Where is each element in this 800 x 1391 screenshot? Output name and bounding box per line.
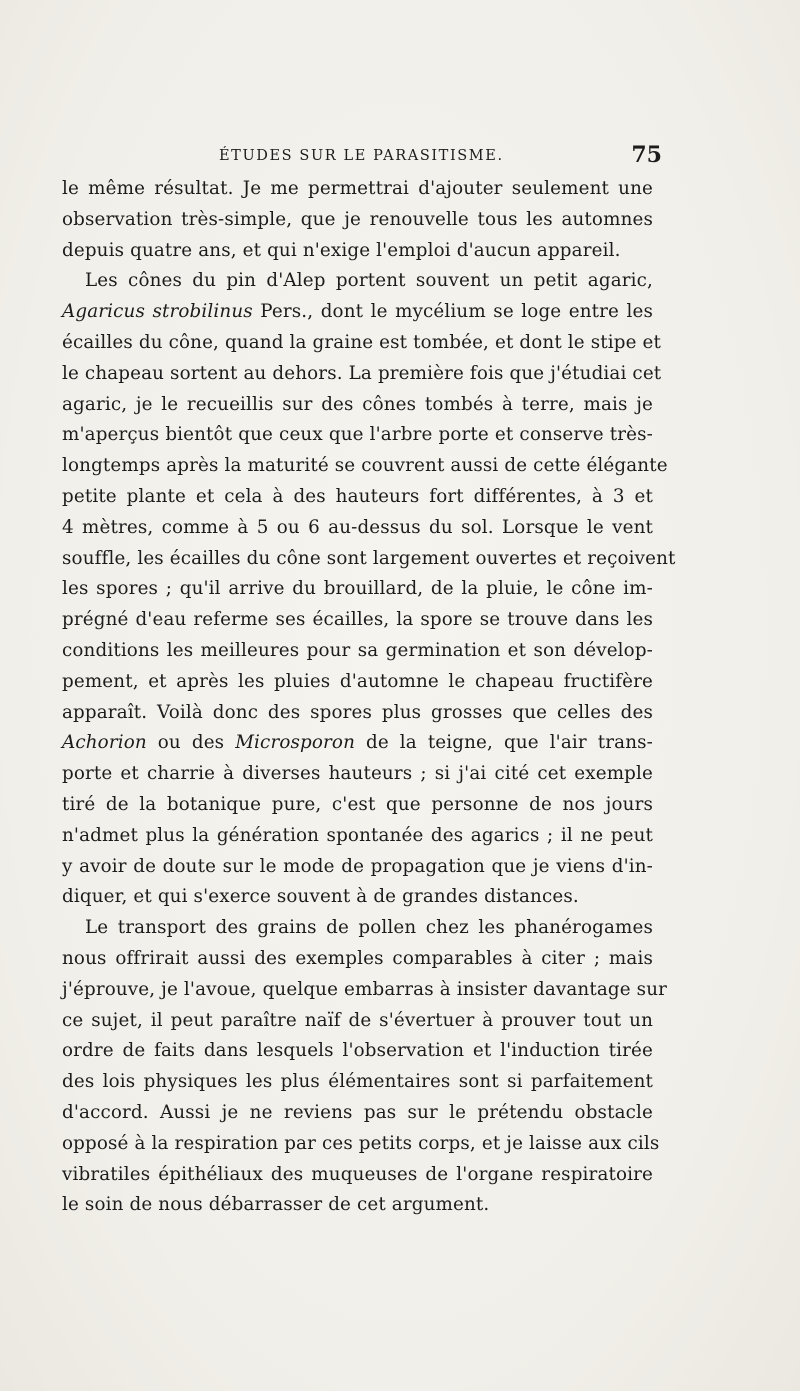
text-line [62,1160,653,1191]
text-line [62,975,668,1006]
line-text: j'éprouve, je l'avoue, quelque embarras à insister davantage sur [62,978,668,1000]
line-text: des lois physiques les plus élémentaires sont si parfaitement [62,1071,653,1093]
line-text: petite plante et cela à des hauteurs fort différentes, à 3 et [62,485,653,507]
line-text: Le transport des grains de pollen chez les phanérogames [85,917,653,939]
line-text: tiré de la botanique pure, c'est que personne de nos jours [62,793,653,815]
text-line [62,698,653,729]
line-text: depuis quatre ans, et qui n'exige l'emploi d'aucun appareil. [62,239,621,261]
line-text: ou des [146,732,236,754]
line-text: ordre de faits dans lesquels l'observation et l'induction tirée [62,1040,653,1062]
line-text: Pers., dont le mycélium se loge entre les [252,301,653,323]
line-text: conditions les meilleures pour sa germination et son dévelop- [62,639,653,661]
running-title: ÉTUDES SUR LE PARASITISME. [219,148,504,164]
text-line [62,1067,653,1098]
line-text: longtemps après la maturité se couvrent aussi de cette élégante [62,455,668,477]
text-line [62,1129,660,1160]
text-line [62,852,653,883]
text-line [62,266,653,297]
text-line [62,1006,653,1037]
body-text [62,174,676,1221]
line-text: les spores ; qu'il arrive du brouillard, de la pluie, le cône im- [62,578,653,600]
italic-term: Microsporon [235,732,355,754]
line-text: Les cônes du pin d'Alep portent souvent un petit agaric, [85,270,653,292]
italic-term: Achorion [62,732,147,754]
line-text: vibratiles épithéliaux des muqueuses de l'organe respiratoire [62,1163,653,1185]
text-line [62,328,661,359]
text-line [62,390,653,421]
text-line [62,1036,653,1067]
line-text: 4 mètres, comme à 5 ou 6 au-dessus du sol. Lorsque le vent [62,516,653,538]
text-line [62,882,653,913]
italic-term: Agaricus strobilinus [62,301,253,323]
text-line [62,482,653,513]
line-text: m'aperçus bientôt que ceux que l'arbre porte et conserve très- [62,424,653,446]
line-text: apparaît. Voilà donc des spores plus grosses que celles des [62,701,653,723]
text-line [62,1098,653,1129]
line-text: le même résultat. Je me permettrai d'ajouter seulement une [62,178,653,199]
line-text: agaric, je le recueillis sur des cônes tombés à terre, mais je [62,393,653,415]
text-line [62,544,676,575]
text-line [62,944,653,975]
line-text: y avoir de doute sur le mode de propagation que je viens d'in- [62,855,653,877]
text-line [62,605,653,636]
line-text: nous offrirait aussi des exemples comparables à citer ; mais [62,947,653,969]
line-text: écailles du cône, quand la graine est tombée, et dont le stipe et [62,331,661,353]
line-text: n'admet plus la génération spontanée des agarics ; il ne peut [62,824,653,846]
text-line [62,667,653,698]
text-line [62,636,653,667]
text-line [62,574,653,605]
text-line [62,420,653,451]
line-text: porte et charrie à diverses hauteurs ; si j'ai cité cet exemple [62,763,653,785]
text-line [62,1190,653,1221]
line-text: d'accord. Aussi je ne reviens pas sur le prétendu obstacle [62,1101,653,1123]
page-header [62,142,662,172]
text-line [62,451,668,482]
page-number: 75 [631,142,662,168]
line-text: ce sujet, il peut paraître naïf de s'évertuer à prouver tout un [62,1009,653,1031]
line-text: souffle, les écailles du cône sont largement ouvertes et reçoivent [62,547,676,569]
text-line [62,205,653,236]
line-text: pement, et après les pluies d'automne le chapeau fructifère [62,670,653,692]
line-text: diquer, et qui s'exerce souvent à de grandes distances. [62,886,579,908]
text-line [62,236,653,267]
text-line [62,913,653,944]
line-text: opposé à la respiration par ces petits corps, et je laisse aux cils [62,1132,660,1154]
line-text: le soin de nous débarrasser de cet argument. [62,1194,490,1216]
text-line [62,513,653,544]
text-line [62,759,653,790]
text-line [62,821,653,852]
line-text: prégné d'eau referme ses écailles, la spore se trouve dans les [62,609,653,631]
line-text: de la teigne, que l'air trans- [355,732,653,754]
text-line [62,297,653,328]
text-line [62,174,653,205]
line-text: observation très-simple, que je renouvelle tous les automnes [62,208,653,230]
text-line [62,728,653,759]
line-text: le chapeau sortent au dehors. La première fois que j'étudiai cet [62,362,662,384]
text-line [62,359,662,390]
text-line [62,790,653,821]
